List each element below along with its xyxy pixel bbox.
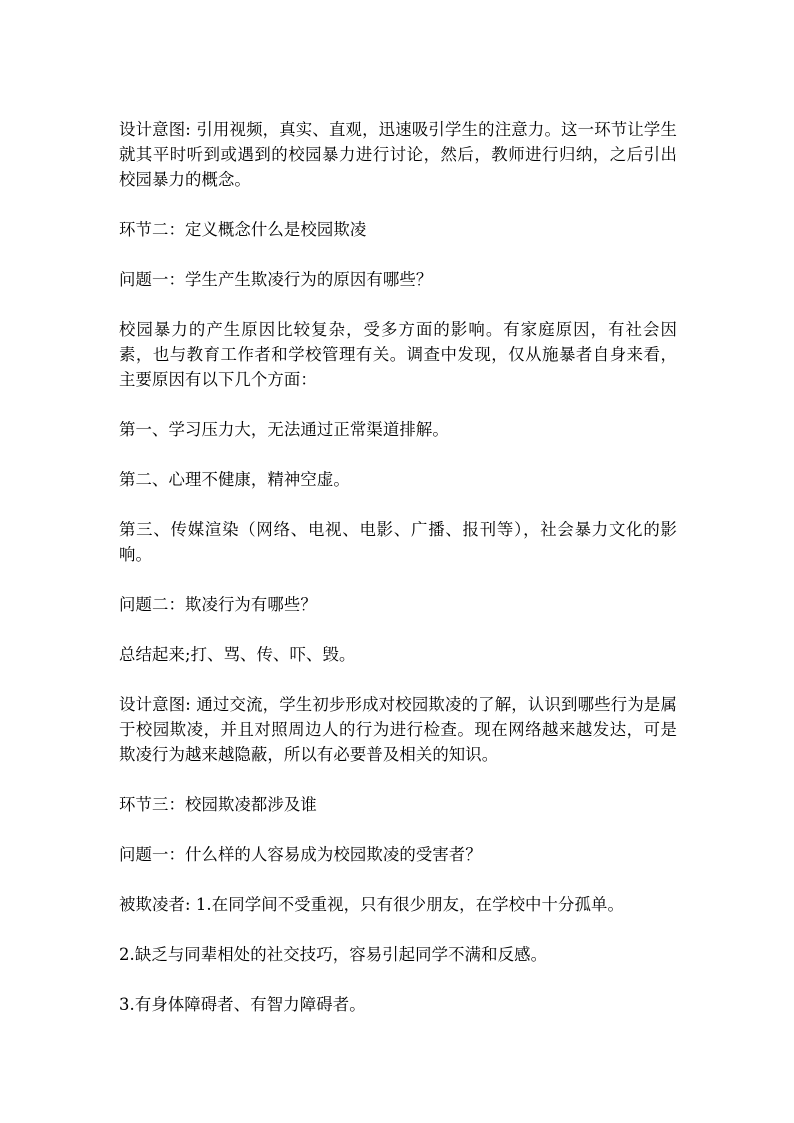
paragraph-spacer	[119, 292, 677, 317]
design-intent-paragraph-1: 设计意图: 引用视频，真实、直观，迅速吸引学生的注意力。这一环节让学生就其平时听到或遇到的校园暴力进行讨论，然后，教师进行归纳，之后引出校园暴力的概念。	[119, 120, 677, 189]
cause-item-1: 第一、学习压力大，无法通过正常渠道排解。	[119, 420, 449, 439]
victim-item-3: 3.有身体障碍者、有智力障碍者。	[119, 995, 366, 1014]
causes-paragraph: 校园暴力的产生原因比较复杂，受多方面的影响。有家庭原因，有社会因素，也与教育工作者和学校管理有关。调查中发现，仅从施暴者自身来看，主要原因有以下几个方面：	[119, 320, 677, 389]
paragraph-spacer	[119, 617, 677, 642]
victim-item-1: 被欺凌者: 1.在同学间不受重视，只有很少朋友，在学校中十分孤单。	[119, 895, 624, 914]
paragraph-spacer	[119, 767, 677, 792]
paragraph-spacer	[119, 392, 677, 417]
paragraph-spacer	[119, 442, 677, 467]
paragraph-spacer	[119, 192, 677, 217]
paragraph-spacer	[119, 242, 677, 267]
victim-item-2: 2.缺乏与同辈相处的社交技巧，容易引起同学不满和反感。	[119, 945, 548, 964]
paragraph-spacer	[119, 667, 677, 692]
section-heading-2: 环节二：定义概念什么是校园欺凌	[119, 220, 367, 239]
paragraph-spacer	[119, 817, 677, 842]
victim-question-heading: 问题一：什么样的人容易成为校园欺凌的受害者？	[119, 845, 482, 864]
question-1-heading: 问题一：学生产生欺凌行为的原因有哪些？	[119, 270, 433, 289]
document-page	[119, 117, 677, 1017]
paragraph-spacer	[119, 867, 677, 892]
question-2-heading: 问题二：欺凌行为有哪些？	[119, 595, 317, 614]
design-intent-paragraph-2: 设计意图: 通过交流，学生初步形成对校园欺凌的了解，认识到哪些行为是属于校园欺凌，并且对照周边人的行为进行检查。现在网络越来越发达，可是欺凌行为越来越隐蔽，所以有必要普及相关的知识。	[119, 695, 677, 764]
paragraph-spacer	[119, 567, 677, 592]
summary-paragraph: 总结起来;打、骂、传、吓、毁。	[119, 645, 356, 664]
paragraph-spacer	[119, 492, 677, 517]
paragraph-spacer	[119, 917, 677, 942]
section-heading-3: 环节三：校园欺凌都涉及谁	[119, 795, 317, 814]
cause-item-2: 第二、心理不健康，精神空虚。	[119, 470, 350, 489]
cause-item-3: 第三、传媒渲染（网络、电视、电影、广播、报刊等），社会暴力文化的影响。	[119, 520, 677, 564]
paragraph-spacer	[119, 967, 677, 992]
